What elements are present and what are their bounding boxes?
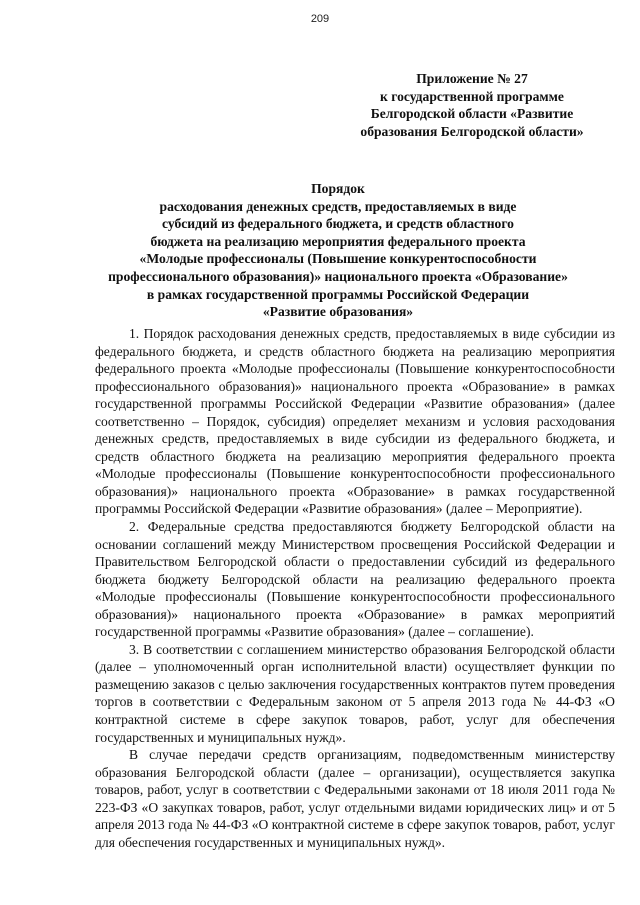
- paragraph-4: В случае передачи средств организациям, подведомственным министерству образования Белгородской области (далее – организации), осуществляется закупка товаров, работ, услуг в соответствии с Федеральными законами от 18 июля 2011 года № 223-ФЗ «О закупках товаров, работ, услуг отдельными видами юридических лиц» и от 5 апреля 2013 года № 44-ФЗ «О контрактной системе в сфере закупок товаров, работ, услуг для обеспечения государственных и муниципальных нужд».: [95, 747, 615, 850]
- paragraph-2: 2. Федеральные средства предоставляются бюджету Белгородской области на основании соглашений между Министерством просвещения Российской Федерации и Правительством Белгородской области о предоставлении субсидий из федерального бюджета бюджету Белгородской области на реализацию федерального проекта «Молодые профессионалы (Повышение конкурентоспособности профессионального образования)» национального проекта «Образование» в рамках мероприятий государственной программы «Развитие образования» (далее – соглашение).: [95, 519, 615, 640]
- appendix-line: образования Белгородской области»: [360, 123, 584, 139]
- title-line: в рамках государственной программы Российской Федерации: [146, 286, 530, 302]
- title-line: профессионального образования)» национального проекта «Образование»: [108, 268, 568, 284]
- paragraph-1: 1. Порядок расходования денежных средств, предоставляемых в виде субсидии из федерального бюджета, и средств областного бюджета на реализацию мероприятия федерального проекта «Молодые профессионалы (Повышение конкурентоспособности профессионального образования)» национального проекта «Образование» в рамках государственной программы Российской Федерации «Развитие образования» (далее соответственно – Порядок, субсидия) определяет механизм и условия расходования денежных средств, предоставляемых в виде субсидии из федерального бюджета, и средств областного бюджета на реализацию мероприятия федерального проекта «Молодые профессионалы (Повышение конкурентоспособности профессионального образования)» национального проекта «Образование» в рамках государственной программы Российской Федерации «Развитие образования» (далее – Мероприятие).: [95, 326, 615, 517]
- appendix-line: Приложение № 27: [416, 71, 528, 86]
- document-body: [95, 325, 615, 851]
- title-line: «Развитие образования»: [262, 304, 414, 320]
- appendix-line: к государственной программе: [380, 88, 564, 104]
- title-line: «Молодые профессионалы (Повышение конкурентоспособности: [139, 251, 537, 267]
- title-line: расходования денежных средств, предоставляемых в виде: [159, 198, 517, 214]
- title-line: субсидий из федерального бюджета, и средств областного: [162, 216, 514, 232]
- document-title: [70, 180, 606, 321]
- page-number: 209: [310, 13, 330, 25]
- title-line: Порядок: [311, 181, 365, 196]
- paragraph-3: 3. В соответствии с соглашением министерство образования Белгородской области (далее – уполномоченный орган исполнительной власти) осуществляет функции по размещению заказов с целью заключения государственных контрактов путем проведения торгов в соответствии с Федеральным законом от 5 апреля 2013 года № 44-ФЗ «О контрактной системе в сфере закупок товаров, работ, услуг для обеспечения государственных и муниципальных нужд».: [95, 641, 615, 745]
- appendix-header: [340, 70, 604, 140]
- appendix-line: Белгородской области «Развитие: [370, 106, 574, 121]
- title-line: бюджета на реализацию мероприятия федерального проекта: [150, 233, 526, 249]
